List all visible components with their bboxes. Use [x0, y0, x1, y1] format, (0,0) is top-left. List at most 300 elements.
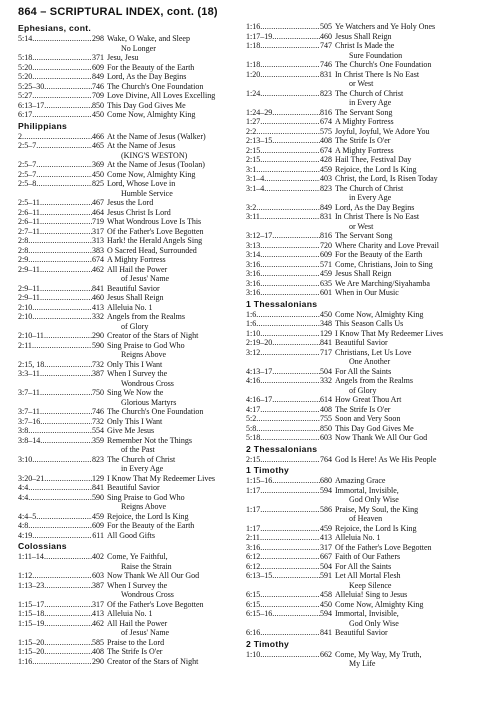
- hymn-title-line: At the Name of Jesus: [107, 141, 176, 150]
- hymn-number: 841: [320, 628, 332, 637]
- hymn-number: 129: [92, 473, 104, 483]
- leader-dots: [40, 217, 92, 227]
- index-entry: [246, 376, 464, 395]
- hymn-title: [104, 581, 236, 600]
- index-entry: [18, 293, 236, 303]
- index-column-left: [18, 22, 236, 666]
- leader-dots: [260, 22, 320, 32]
- leader-dots: [44, 360, 92, 370]
- index-entry: [246, 212, 464, 231]
- hymn-number: 841: [92, 483, 104, 492]
- hymn-number: 831: [320, 212, 332, 221]
- hymn-title-continuation: Sure Foundation: [349, 50, 403, 60]
- index-column-right: [246, 22, 464, 669]
- hymn-title-line: The Strife Is O'er: [335, 404, 391, 414]
- index-entry: [18, 600, 236, 610]
- hymn-number: 674: [92, 255, 104, 264]
- section-heading: 2 Thessalonians: [246, 443, 318, 454]
- hymn-title-line: Alleluia No. 1: [335, 533, 381, 542]
- hymn-title-line: Beautiful Savior: [335, 628, 388, 637]
- scripture-reference: 1:15–20: [18, 637, 45, 647]
- leader-dots: [260, 89, 320, 108]
- scripture-reference: 3:10: [18, 454, 33, 464]
- hymn-title-line: The Church's One Foundation: [107, 407, 204, 416]
- scripture-reference: 2:7–11: [18, 226, 40, 236]
- index-entry: [18, 72, 236, 82]
- hymn-title-continuation: One Another: [349, 357, 391, 366]
- hymn-title-line: A Mighty Fortress: [335, 145, 394, 155]
- scripture-reference: 3:1–4: [246, 174, 265, 183]
- hymn-title-line: God Is Here! As We His People: [335, 454, 437, 464]
- entry-reference: [246, 600, 332, 610]
- hymn-title: [104, 141, 236, 160]
- leader-dots: [44, 82, 92, 92]
- hymn-title-continuation: of Heaven: [349, 514, 383, 523]
- hymn-title-line: Amazing Grace: [335, 476, 386, 485]
- hymn-title-continuation: or West: [349, 221, 374, 231]
- entry-reference: [246, 414, 332, 424]
- entry-reference: [18, 571, 104, 581]
- hymn-number: 129: [320, 328, 332, 338]
- index-entry: [246, 89, 464, 108]
- leader-dots: [260, 524, 320, 534]
- hymn-title-line: Only This I Want: [107, 359, 163, 369]
- leader-dots: [272, 108, 320, 118]
- hymn-title: [104, 198, 236, 208]
- entry-reference: [18, 208, 104, 218]
- hymn-title-continuation: of Glory: [121, 321, 149, 331]
- entry-reference: [246, 486, 332, 505]
- index-entry: [18, 246, 236, 256]
- hymn-title-line: This Day God Gives Me: [335, 423, 414, 433]
- scripture-reference: 1:18: [246, 60, 261, 69]
- index-entry: [18, 198, 236, 208]
- index-entry: [18, 53, 236, 63]
- index-entry: [18, 417, 236, 427]
- scripture-reference: 3:1–4: [246, 183, 265, 193]
- leader-dots: [40, 284, 92, 294]
- index-entry: [18, 101, 236, 111]
- hymn-number: 746: [92, 407, 104, 416]
- hymn-number: 571: [320, 259, 332, 269]
- scripture-reference: 6:15: [246, 599, 261, 609]
- index-entry: [246, 455, 464, 465]
- leader-dots: [256, 165, 320, 175]
- entry-reference: [246, 117, 332, 127]
- entry-reference: [18, 417, 104, 427]
- hymn-title-line: For All the Saints: [335, 561, 392, 571]
- scripture-reference: 1:10: [246, 328, 261, 338]
- hymn-number: 603: [320, 433, 332, 442]
- hymn-title-line: Jesus Shall Reign: [335, 31, 392, 41]
- hymn-title-line: The Church of Christ: [335, 88, 404, 98]
- hymn-number: 614: [320, 395, 332, 404]
- hymn-number: 611: [92, 530, 104, 540]
- hymn-title-line: Come Now, Almighty King: [107, 110, 196, 119]
- scripture-reference: 3:8–14: [18, 435, 41, 445]
- scripture-reference: 3:16: [246, 269, 261, 278]
- leader-dots: [260, 533, 320, 543]
- scripture-reference: 5:25–30: [18, 81, 45, 91]
- scripture-reference: 5:20: [18, 72, 33, 81]
- hymn-number: 850: [92, 100, 104, 110]
- hymn-title-line: Sing We Now the: [107, 388, 164, 397]
- scripture-reference: 2:8: [18, 245, 29, 255]
- index-entry: [246, 395, 464, 405]
- hymn-title-line: All Hail the Power: [107, 264, 168, 274]
- index-entry: [246, 533, 464, 543]
- hymn-title: [332, 136, 464, 146]
- hymn-number: 746: [320, 60, 332, 69]
- hymn-title-line: Hail Thee, Festival Day: [335, 155, 412, 164]
- index-entry: [246, 424, 464, 434]
- hymn-number: 504: [320, 561, 332, 571]
- leader-dots: [260, 552, 320, 562]
- leader-dots: [28, 426, 92, 436]
- hymn-title-continuation: of Jesus' Name: [121, 628, 170, 637]
- index-entry: [246, 269, 464, 279]
- leader-dots: [260, 348, 320, 367]
- hymn-number: 823: [92, 454, 104, 464]
- hymn-title: [104, 571, 236, 581]
- scripture-reference: 3:20–21: [18, 473, 45, 483]
- hymn-title: [332, 165, 464, 175]
- entry-reference: [18, 312, 104, 331]
- leader-dots: [260, 250, 320, 260]
- scripture-reference: 2:13–15: [246, 136, 273, 145]
- hymn-title-line: Ye Watchers and Ye Holy Ones: [335, 22, 436, 31]
- leader-dots: [260, 433, 320, 443]
- hymn-title-line: How Great Thou Art: [335, 395, 402, 404]
- entry-reference: [18, 493, 104, 512]
- entry-reference: [246, 329, 332, 339]
- entry-reference: [246, 552, 332, 562]
- hymn-number: 371: [92, 53, 104, 62]
- scripture-reference: 2:8: [18, 236, 29, 245]
- index-entry: [18, 331, 236, 341]
- index-entry: [246, 174, 464, 184]
- hymn-number: 459: [92, 511, 104, 521]
- entry-reference: [246, 650, 332, 669]
- entry-reference: [246, 367, 332, 377]
- scripture-reference: 2:19–20: [246, 338, 273, 347]
- hymn-title: [104, 293, 236, 303]
- hymn-title-line: Rejoice, the Lord Is King: [335, 164, 417, 174]
- hymn-title-line: The Church of Christ: [107, 454, 176, 464]
- leader-dots: [40, 436, 92, 455]
- index-entry: [18, 483, 236, 493]
- index-entry: [246, 505, 464, 524]
- entry-reference: [246, 433, 332, 443]
- hymn-title: [332, 70, 464, 89]
- entry-reference: [18, 483, 104, 493]
- scripture-reference: 2:6–11: [18, 217, 40, 226]
- index-entry: [18, 360, 236, 370]
- scripture-reference: 2:11: [246, 533, 260, 542]
- entry-reference: [246, 89, 332, 108]
- hymn-number: 408: [320, 404, 332, 414]
- entry-reference: [18, 647, 104, 657]
- hymn-title-line: Let All Mortal Flesh: [335, 571, 401, 580]
- hymn-title: [104, 63, 236, 73]
- entry-reference: [246, 155, 332, 165]
- index-entry: [246, 203, 464, 213]
- leader-dots: [260, 117, 320, 127]
- index-entry: [18, 493, 236, 512]
- hymn-title-line: For the Beauty of the Earth: [107, 521, 195, 530]
- leader-dots: [260, 155, 320, 165]
- index-entry: [18, 531, 236, 541]
- scripture-reference: 2:15: [246, 145, 261, 155]
- entry-reference: [18, 82, 104, 92]
- hymn-number: 466: [92, 131, 104, 141]
- leader-dots: [260, 146, 320, 156]
- section-heading: Ephesians, cont.: [18, 23, 92, 33]
- hymn-title: [332, 41, 464, 60]
- hymn-number: 369: [92, 160, 104, 169]
- scripture-reference: 2:10: [18, 302, 33, 312]
- scripture-reference: 4:19: [18, 530, 33, 540]
- hymn-title-line: The Strife Is O'er: [335, 136, 391, 145]
- hymn-title-line: Lord, As the Day Begins: [335, 202, 415, 212]
- leader-dots: [260, 543, 320, 553]
- entry-reference: [246, 338, 332, 348]
- section-heading: Philippians: [18, 120, 68, 131]
- hymn-title-line: Immortal, Invisible,: [335, 485, 399, 495]
- entry-reference: [246, 174, 332, 184]
- hymn-title: [104, 455, 236, 474]
- leader-dots: [40, 388, 92, 407]
- hymn-title: [104, 436, 236, 455]
- leader-dots: [272, 338, 320, 348]
- hymn-number: 609: [320, 250, 332, 259]
- scripture-reference: 1:24: [246, 88, 261, 98]
- hymn-number: 298: [92, 34, 104, 43]
- scripture-reference: 2:9–11: [18, 264, 40, 274]
- hymn-number: 609: [92, 62, 104, 72]
- scripture-reference: 4:13–17: [246, 366, 273, 376]
- hymn-number: 554: [92, 426, 104, 435]
- entry-reference: [246, 212, 332, 231]
- hymn-title-line: Immortal, Invisible,: [335, 609, 399, 618]
- hymn-title: [332, 367, 464, 377]
- leader-dots: [40, 369, 92, 388]
- hymn-number: 825: [92, 179, 104, 188]
- entry-reference: [18, 293, 104, 303]
- leader-dots: [260, 405, 320, 415]
- index-entry: [246, 414, 464, 424]
- entry-reference: [246, 203, 332, 213]
- scripture-reference: 1:17: [246, 485, 261, 495]
- hymn-title-continuation: Glorious Martyrs: [121, 397, 177, 407]
- index-entry: [246, 184, 464, 203]
- index-entry: [246, 590, 464, 600]
- hymn-title-line: Come, My Way, My Truth,: [335, 649, 422, 659]
- index-entry: [246, 279, 464, 289]
- entry-reference: [18, 512, 104, 522]
- index-entry: [18, 82, 236, 92]
- hymn-number: 755: [320, 414, 332, 423]
- leader-dots: [28, 236, 92, 246]
- entry-reference: [18, 369, 104, 388]
- entry-reference: [246, 231, 332, 241]
- scripture-reference: 1:15–18: [18, 609, 45, 618]
- hymn-title-line: Now Thank We All Our God: [335, 433, 428, 442]
- hymn-title-continuation: of Jesus' Name: [121, 274, 170, 283]
- leader-dots: [260, 260, 320, 270]
- hymn-title-line: When I Survey the: [107, 369, 168, 378]
- hymn-title: [332, 127, 464, 137]
- hymn-title: [104, 170, 236, 180]
- entry-reference: [18, 34, 104, 53]
- scripture-reference: 3:16: [246, 278, 261, 288]
- hymn-title-line: Angels from the Realms: [107, 312, 185, 321]
- hymn-title-continuation: Reigns Above: [121, 350, 167, 359]
- hymn-title-continuation: of the Past: [121, 445, 155, 454]
- hymn-title-line: Come, Christians, Join to Sing: [335, 259, 433, 269]
- index-entry: [18, 265, 236, 284]
- hymn-title-line: Remember Not the Things: [107, 435, 192, 445]
- entry-reference: [246, 108, 332, 118]
- entry-reference: [18, 101, 104, 111]
- hymn-title-continuation: in Every Age: [349, 193, 392, 202]
- entry-reference: [246, 260, 332, 270]
- leader-dots: [260, 486, 320, 505]
- scripture-reference: 3:3–11: [18, 369, 40, 378]
- scripture-reference: 2:5–7: [18, 141, 37, 150]
- scripture-reference: 1:17: [246, 523, 261, 533]
- entry-reference: [18, 63, 104, 73]
- hymn-title: [332, 269, 464, 279]
- hymn-title: [104, 609, 236, 619]
- hymn-number: 450: [320, 599, 332, 609]
- scripture-reference: 3:1: [246, 164, 257, 174]
- index-entry: [18, 369, 236, 388]
- hymn-number: 464: [92, 207, 104, 217]
- hymn-number: 458: [320, 590, 332, 599]
- hymn-title: [332, 146, 464, 156]
- index-entry: [246, 22, 464, 32]
- hymn-number: 585: [92, 637, 104, 647]
- hymn-title-line: I Know That My Redeemer Lives: [107, 473, 216, 483]
- hymn-number: 667: [320, 552, 332, 561]
- hymn-title: [332, 424, 464, 434]
- hymn-title: [104, 101, 236, 111]
- hymn-title: [104, 208, 236, 218]
- hymn-title: [332, 552, 464, 562]
- hymn-title: [332, 310, 464, 320]
- hymn-title: [332, 32, 464, 42]
- hymn-title-line: Jesus Shall Reign: [107, 293, 164, 302]
- hymn-title-continuation: God Only Wise: [349, 618, 399, 628]
- leader-dots: [28, 246, 92, 256]
- leader-dots: [272, 136, 320, 146]
- index-entry: [18, 91, 236, 101]
- scripture-reference: 2:5–11: [18, 198, 40, 207]
- hymn-title: [104, 483, 236, 493]
- index-entry: [246, 127, 464, 137]
- entry-reference: [18, 619, 104, 638]
- hymn-number: 317: [92, 226, 104, 236]
- index-entry: [246, 319, 464, 329]
- index-entry: [18, 160, 236, 170]
- leader-dots: [32, 53, 92, 63]
- scripture-reference: 1:15–17: [18, 599, 45, 609]
- leader-dots: [260, 329, 320, 339]
- scripture-reference: 1:10: [246, 649, 261, 659]
- hymn-number: 823: [320, 88, 332, 98]
- index-entry: [246, 310, 464, 320]
- hymn-number: 603: [92, 571, 104, 580]
- hymn-title-line: Come Now, Almighty King: [107, 169, 196, 179]
- hymn-title: [332, 260, 464, 270]
- hymn-number: 750: [92, 388, 104, 397]
- hymn-number: 403: [320, 174, 332, 183]
- entry-reference: [18, 436, 104, 455]
- hymn-title: [104, 110, 236, 120]
- hymn-title-line: Jesus the Lord: [107, 198, 154, 207]
- index-entry: [18, 170, 236, 180]
- hymn-title: [104, 638, 236, 648]
- hymn-title: [332, 486, 464, 505]
- hymn-title: [332, 455, 464, 465]
- entry-reference: [246, 22, 332, 32]
- scripture-reference: 4:4: [18, 492, 29, 502]
- hymn-title: [104, 53, 236, 63]
- scripture-reference: 6:16: [246, 628, 261, 637]
- entry-reference: [246, 250, 332, 260]
- index-entry: [246, 108, 464, 118]
- hymn-number: 586: [320, 504, 332, 514]
- scripture-reference: 3:14: [246, 250, 261, 259]
- scripture-reference: 2:5–8: [18, 179, 37, 188]
- hymn-title-line: In Christ There Is No East: [335, 212, 420, 221]
- entry-reference: [246, 609, 332, 628]
- hymn-title: [104, 552, 236, 571]
- hymn-number: 674: [320, 117, 332, 126]
- entry-reference: [246, 476, 332, 486]
- scripture-reference: 6:15: [246, 590, 261, 599]
- entry-reference: [246, 269, 332, 279]
- hymn-title: [104, 657, 236, 667]
- hymn-title-line: I Know That My Redeemer Lives: [335, 328, 444, 338]
- index-entry: [18, 63, 236, 73]
- hymn-title: [104, 265, 236, 284]
- entry-reference: [18, 246, 104, 256]
- index-entry: [18, 110, 236, 120]
- hymn-number: 609: [92, 521, 104, 530]
- leader-dots: [32, 341, 92, 360]
- hymn-number: 460: [320, 31, 332, 41]
- hymn-title: [332, 414, 464, 424]
- entry-reference: [18, 388, 104, 407]
- leader-dots: [40, 417, 92, 427]
- hymn-title-line: Rejoice, the Lord Is King: [335, 523, 417, 533]
- hymn-title-line: Come Now, Almighty King: [335, 599, 424, 609]
- leader-dots: [32, 110, 92, 120]
- entry-reference: [246, 310, 332, 320]
- scripture-reference: 5:18: [246, 433, 261, 442]
- hymn-title: [104, 600, 236, 610]
- leader-dots: [260, 590, 320, 600]
- hymn-title-line: Lord, Whose Love in: [107, 179, 176, 188]
- index-entry: [18, 255, 236, 265]
- hymn-title-line: For All the Saints: [335, 366, 392, 376]
- index-entry: [18, 552, 236, 571]
- entry-reference: [246, 184, 332, 203]
- index-entry: [246, 562, 464, 572]
- scripture-reference: 2:5–7: [18, 169, 37, 179]
